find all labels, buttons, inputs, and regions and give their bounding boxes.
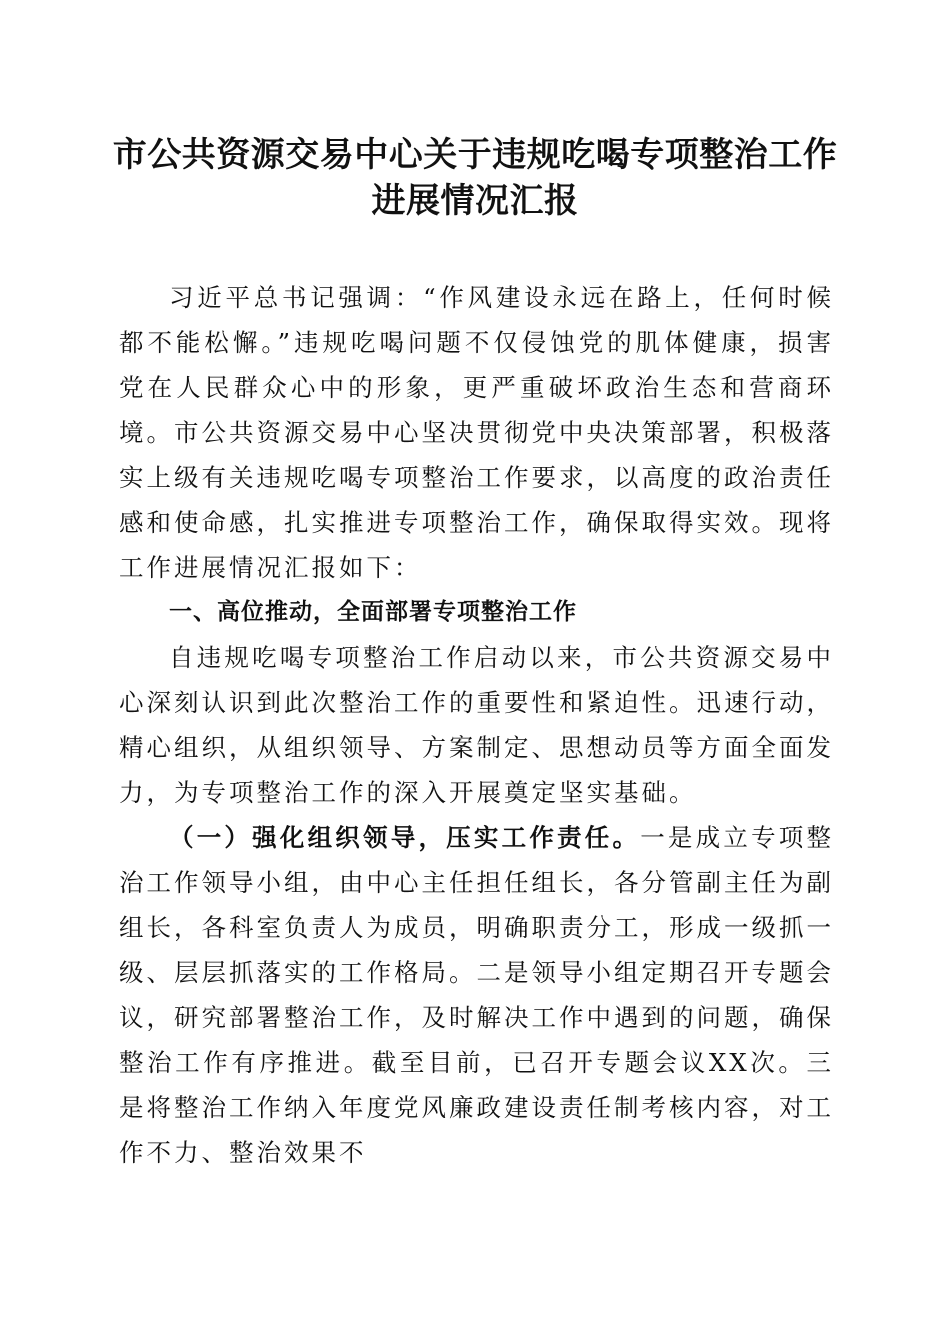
document-body [119,275,834,1175]
section-1-paragraph: 自违规吃喝专项整治工作启动以来，市公共资源交易中心深刻认识到此次整治工作的重要性和紧迫性。迅速行动，精心组织，从组织领导、方案制定、思想动员等方面全面发力，为专项整治工作的深入开展奠定坚实基础。 [119,643,834,807]
subsection-1-lead: （一）强化组织领导，压实工作责任。 [169,823,641,852]
subsection-1-paragraph [119,815,834,1175]
intro-paragraph: 习近平总书记强调：“作风建设永远在路上，任何时候都不能松懈。”违规吃喝问题不仅侵蚀党的肌体健康，损害党在人民群众心中的形象，更严重破坏政治生态和营商环境。市公共资源交易中心坚决贯彻党中央决策部署，积极落实上级有关违规吃喝专项整治工作要求，以高度的政治责任感和使命感，扎实推进专项整治工作，确保取得实效。现将工作进展情况汇报如下： [119,283,834,582]
document-title: 市公共资源交易中心关于违规吃喝专项整治工作进展情况汇报 [112,135,838,221]
section-heading-1: 一、高位推动，全面部署专项整治工作 [169,599,577,625]
subsection-1-text: 一是成立专项整治工作领导小组，由中心主任担任组长，各分管副主任为副组长，各科室负责人为成员，明确职责分工，形成一级抓一级、层层抓落实的工作格局。二是领导小组定期召开专题会议，研究部署整治工作，及时解决工作中遇到的问题，确保整治工作有序推进。截至目前，已召开专题会议XX次。三是将整治工作纳入年度党风廉政建设责任制考核内容，对工作不力、整治效果不 [119,823,835,1167]
